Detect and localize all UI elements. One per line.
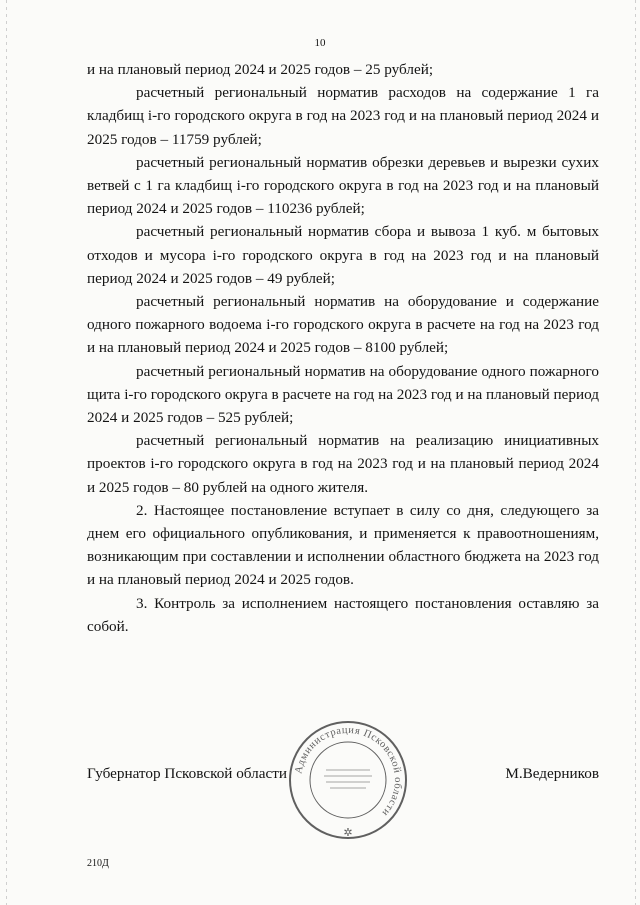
svg-text:Администрация Псковской област [293,725,403,818]
paragraph: расчетный региональный норматив на реализацию инициативных проектов i-го городского округа в год на 2023 год и на плановый период 2024 и 2025 годов – 80 рублей на одного жителя. [87,432,599,496]
scan-edge-right [635,0,636,905]
paragraph: расчетный региональный норматив расходов на содержание 1 га кладбищ i-го городского округа в год на 2023 год и на плановый период 2024 и 2025 годов – 11759 рублей; [87,84,599,148]
paragraph: расчетный региональный норматив обрезки деревьев и вырезки сухих ветвей с 1 га кладбищ i-го городского округа в год на 2023 год и на плановый период 2024 и 2025 годов – 110236 рублей; [87,153,599,218]
document-code: 210Д [87,858,109,869]
page-number: 10 [314,37,326,49]
signatory-title: Губернатор Псковской области [87,765,287,782]
scan-edge-left [6,0,7,905]
paragraph: расчетный региональный норматив сбора и вывоза 1 куб. м бытовых отходов и мусора i-го городского округа в год на 2023 год и на плановый период 2024 и 2025 годов – 49 рублей; [87,223,599,287]
paragraph: 2. Настоящее постановление вступает в силу со дня, следующего за днем его официального опубликования, и применяется к правоотношениям, возникающим при составлении и исполнении областного бюджета на 2023 год и на плановый период 2024 и 2025 годов. [87,501,599,589]
signatory-name: М.Ведерников [505,765,599,782]
paragraph: 3. Контроль за исполнением настоящего постановления оставляю за собой. [87,594,599,635]
paragraph: расчетный региональный норматив на оборудование одного пожарного щита i-го городского округа в расчете на год на 2023 год и на плановый период 2024 и 2025 годов – 525 рублей; [87,362,599,427]
paragraph: расчетный региональный норматив на оборудование и содержание одного пожарного водоема i-го городского округа в расчете на год на 2023 год и на плановый период 2024 и 2025 годов – 8100 рублей; [87,293,599,357]
seal-star-icon: ✲ [343,827,353,839]
document-body [87,58,599,638]
seal-outer-text: Администрация Псковской области [293,724,404,819]
paragraph: и на плановый период 2024 и 2025 годов – 25 рублей; [87,61,434,78]
official-seal-stamp [286,718,410,842]
